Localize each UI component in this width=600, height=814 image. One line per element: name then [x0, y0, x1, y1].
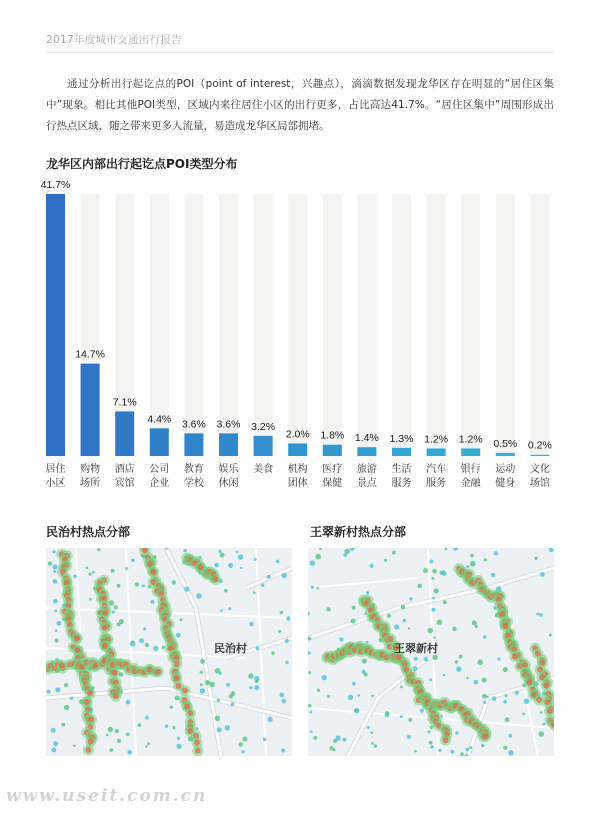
category-label-4-1: 学校 — [183, 478, 204, 489]
heatmap-wangcui — [308, 548, 554, 756]
bar-value-label-11: 1.2% — [424, 433, 449, 446]
chart-title: 龙华区内部出行起讫点POI类型分布 — [46, 157, 238, 171]
bar-value-label-14: 0.2% — [527, 439, 552, 452]
bar-value-label-9: 1.4% — [354, 432, 379, 445]
bar-background-14 — [530, 194, 549, 456]
bar-value-label-3: 4.4% — [147, 413, 172, 426]
watermark: www.useit.com.cn — [6, 786, 208, 806]
category-label-1-1: 场所 — [80, 478, 101, 489]
bar-1 — [81, 364, 100, 456]
category-label-8-1: 保健 — [322, 478, 343, 489]
category-label-5-0: 娱乐 — [218, 464, 239, 475]
bar-background-6 — [254, 194, 273, 456]
heatmap-minzhi — [46, 548, 292, 756]
category-label-5-1: 休闲 — [218, 478, 239, 489]
bar-value-label-10: 1.3% — [389, 432, 414, 445]
bar-background-8 — [323, 194, 342, 456]
bar-value-label-2: 7.1% — [112, 396, 137, 409]
category-label-14-1: 场馆 — [529, 478, 550, 489]
category-label-2-1: 宾馆 — [114, 478, 135, 489]
bar-12 — [461, 448, 480, 456]
category-label-7-1: 团体 — [287, 478, 308, 489]
category-label-11-1: 服务 — [426, 478, 447, 489]
bar-background-5 — [219, 194, 238, 456]
map-title-minzhi: 民治村热点分部 — [46, 525, 131, 539]
category-label-14-0: 文化 — [529, 464, 550, 475]
category-label-10-1: 服务 — [391, 478, 412, 489]
bar-value-label-1: 14.7% — [75, 348, 105, 361]
heatmap-minzhi-drawing — [46, 548, 292, 756]
bar-background-4 — [184, 194, 203, 456]
poi-bar-chart — [0, 170, 600, 500]
map-place-label-minzhi: 民治村 — [214, 642, 247, 655]
bar-3 — [150, 428, 169, 456]
bar-background-13 — [496, 194, 515, 456]
category-label-11-0: 汽车 — [426, 464, 447, 475]
bar-background-7 — [288, 194, 307, 456]
bar-value-label-6: 3.2% — [251, 420, 276, 433]
bar-value-label-0: 41.7% — [40, 179, 71, 191]
bar-4 — [184, 433, 203, 456]
category-label-13-0: 运动 — [495, 464, 516, 475]
category-label-8-0: 医疗 — [322, 464, 343, 475]
bar-7 — [288, 443, 307, 456]
report-header: 2017年度城市交通出行报告 — [46, 34, 182, 46]
category-label-0-0: 居住 — [45, 464, 66, 475]
category-label-1-0: 购物 — [80, 464, 101, 475]
bar-value-label-12: 1.2% — [458, 433, 483, 446]
bar-value-label-7: 2.0% — [285, 428, 310, 441]
bar-value-label-13: 0.5% — [493, 437, 518, 450]
category-label-3-1: 企业 — [149, 478, 170, 489]
bar-13 — [496, 453, 515, 456]
map-title-wangcui: 王翠新村热点分部 — [310, 525, 407, 539]
bar-9 — [357, 447, 376, 456]
bar-value-label-5: 3.6% — [216, 418, 241, 431]
category-label-4-0: 教育 — [183, 464, 204, 475]
category-label-0-1: 小区 — [45, 478, 66, 489]
category-label-6-0: 美食 — [253, 464, 274, 475]
header-divider — [46, 52, 554, 53]
bar-6 — [254, 436, 273, 456]
category-label-3-0: 公司 — [149, 464, 170, 475]
bar-background-10 — [392, 194, 411, 456]
bar-11 — [427, 448, 446, 456]
bar-10 — [392, 448, 411, 456]
bar-background-11 — [427, 194, 446, 456]
bar-background-9 — [357, 194, 376, 456]
bar-value-label-8: 1.8% — [320, 429, 345, 442]
bar-14 — [530, 455, 549, 456]
category-label-12-0: 银行 — [460, 464, 481, 475]
bar-2 — [115, 411, 134, 456]
category-label-2-0: 酒店 — [114, 464, 135, 475]
intro-paragraph: 通过分析出行起讫点的POI（point of interest，兴趣点），滴滴数据发现龙华区存在明显的“居住区集中”现象。相比其他POI类型，区域内来往居住小区的出行更多，占比高达41.7%。“居住区集中”周围形成出行热点区域，随之带来更多人流量，易造成龙华区局部拥堵。 — [46, 78, 554, 132]
bar-5 — [219, 433, 238, 456]
bar-value-label-4: 3.6% — [181, 418, 206, 431]
bar-0 — [46, 194, 65, 456]
category-label-10-0: 生活 — [391, 464, 412, 475]
bar-background-12 — [461, 194, 480, 456]
category-label-13-1: 健身 — [495, 478, 516, 489]
category-label-7-0: 机构 — [287, 464, 308, 475]
bar-8 — [323, 445, 342, 456]
category-label-9-0: 旅游 — [356, 464, 377, 475]
category-label-12-1: 金融 — [460, 478, 481, 489]
map-place-label-wangcui: 王翠新村 — [394, 642, 438, 655]
category-label-9-1: 景点 — [356, 478, 377, 489]
